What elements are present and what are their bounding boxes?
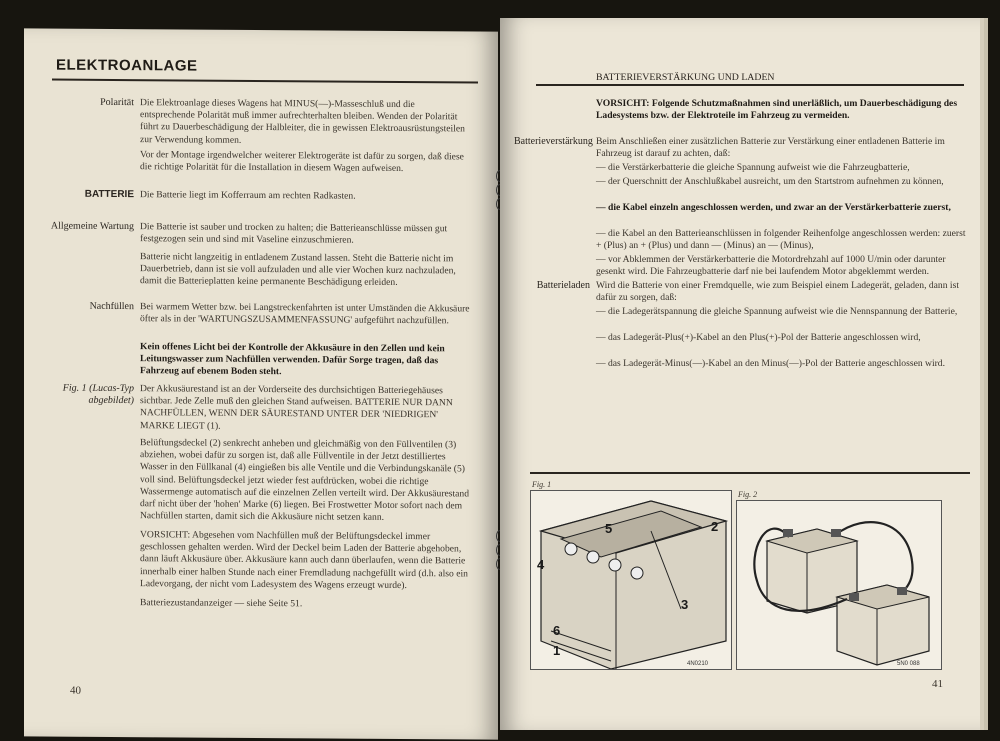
right-page — [500, 18, 980, 730]
laden-line-3: — das Ladegerät-Minus(—)-Kabel an den Minus(—)-Pol der Batterie angeschlossen wird. — [596, 358, 946, 369]
para-belueftungsdeckel: Belüftungsdeckel (2) senkrecht anheben und gleichmäßig von den Füllventilen (3) abziehen, wobei dafür zu sorgen ist, daß alle Füllventile in der Jetzt destilliertes Wasser in den Füllkanal (4) eingießen bis alle Ventile und die Verbindungskanäle (5) voll sind. Belüftungsdeckel jetzt wieder fest aufdrücken, wobei die richtige Wassermenge automatisch auf die einzelnen Zellen verteilt wird. Der Akkusäurestand darf nicht über der 'hohen' Marke (6) liegen. Bei Frostwetter Motor sofort nach dem Nachfüllen starten, damit sich die Akkusäure nicht setzen kann. — [140, 437, 470, 524]
fig1-battery-illustration — [530, 490, 732, 670]
para-batterie: Die Batterie liegt im Kofferraum am rechten Radkasten. — [140, 189, 356, 202]
label-nachfuellen: Nachfüllen — [89, 300, 134, 313]
para-wartung-2: Batterie nicht langzeitig in entladenem Zustand lassen. Steht die Batterie nicht im Dauerbetrieb, dann ist sie voll aufzuladen und alle vier Wochen kurz nachzuladen, damit die Batterieplatten keine permanente Beschädigung erleiden. — [140, 251, 456, 289]
callout-6: 6 — [553, 623, 561, 638]
label-polaritaet: Polarität — [100, 96, 134, 109]
para-vorsicht: VORSICHT: Abgesehen vom Nachfüllen muß der Belüftungsdeckel immer geschlossen gehalten werden. Wird der Deckel beim Laden der Batterie abgehoben, dann läuft Akkusäure über. Akkusäure kann auch dann überlaufen, wenn die Batterie innerhalb einer halben Stunde nach einer Fremdladung nachgefüllt wird (d.h. also ein Ladevorgang, der nicht vom Ladesystem des Wagens erzeugt wurde). — [140, 529, 468, 591]
verst-line-1: — die Verstärkerbatterie die gleiche Spannung aufweist wie die Fahrzeugbatterie, — [596, 162, 910, 173]
figure-rule — [530, 472, 970, 474]
page-number-left: 40 — [70, 684, 81, 697]
laden-line-1: — die Ladegerätspannung die gleiche Spannung aufweist wie die Nennspannung der Batterie, — [596, 306, 958, 317]
page-number-right: 41 — [932, 678, 943, 690]
fig2-caption: Fig. 2 — [738, 490, 758, 499]
warning-text: VORSICHT: Folgende Schutzmaßnahmen sind unerläßlich, um Dauerbeschädigung des Ladesystems bzw. der Elektroteile im Fahrzeug zu vermeiden. — [596, 98, 958, 122]
callout-4: 4 — [537, 557, 545, 572]
callout-5: 5 — [605, 521, 613, 536]
para-zustandanzeiger: Batteriezustandanzeiger — siehe Seite 51. — [140, 597, 303, 610]
fig1-drawing — [531, 491, 731, 669]
section-title: ELEKTROANLAGE — [56, 56, 198, 75]
para-nachfuellen-1: Bei warmem Wetter bzw. bei Langstreckenfahrten ist unter Umständen die Akkusäure öfter als in der 'WARTUNGSZUSAMMENFASSUNG' aufgeführt nachzufüllen. — [140, 301, 470, 327]
fig1-code: 4N0210 — [687, 661, 709, 667]
fig2-jumpstart-illustration — [736, 500, 942, 670]
para-saeurestand: Der Akkusäurestand ist an der Vorderseite des durchsichtigen Batteriegehäuses sichtbar. Jede Zelle muß den gleichen Stand aufweisen. BATTERIE NUR DANN NACHFÜLLEN, WENN DER SÄURESTAND UNTER DER 'NIEDRIGEN' MARKE LIEGT (1). — [140, 383, 453, 432]
title-rule — [52, 79, 478, 84]
label-fig1-ref: Fig. 1 (Lucas-Typ abgebildet) — [62, 382, 134, 407]
para-nachfuellen-2: Kein offenes Licht bei der Kontrolle der Akkusäure in den Zellen und kein Leitungswasser zum Nachfüllen verwenden. Dafür Sorge tragen, daß das Fahrzeug auf ebenem Boden steht. — [140, 341, 445, 378]
left-page — [24, 28, 498, 739]
para-polaritaet-1: Die Elektroanlage dieses Wagens hat MINUS(—)-Masseschluß und die entsprechende Polarität muß immer aufrechterhalten bleiben. Wenden der Polarität führt zu Dauerbeschädigung der Halbleiter, die in gewissen Elektroausrüstungsteilen zur Verwendung kommen. — [140, 97, 465, 146]
verst-line-0: Beim Anschließen einer zusätzlichen Batterie zur Verstärkung einer entladenen Batterie im Fahrzeug ist darauf zu achten, daß: — [596, 136, 945, 160]
verst-line-5: — vor Abklemmen der Verstärkerbatterie die Motordrehzahl auf 1000 U/min oder darunter gesenkt wird. Die Fahrzeugbatterie darf nie bei laufendem Motor abgeklemmt werden. — [596, 254, 946, 278]
label-batterie: BATTERIE — [84, 188, 134, 201]
para-polaritaet-2: Vor der Montage irgendwelcher weiterer Elektrogeräte ist dafür zu sorgen, daß diese die richtige Polarität für die Installation in diesem Wagen aufweisen. — [140, 149, 464, 175]
callout-1: 1 — [553, 643, 561, 658]
fig2-code: 5N0 088 — [897, 661, 920, 667]
heading-battery-boost: BATTERIEVERSTÄRKUNG UND LADEN — [596, 72, 775, 83]
fig1-caption: Fig. 1 — [532, 480, 552, 489]
verst-line-3: — die Kabel einzeln angeschlossen werden, und zwar an der Verstärkerbatterie zuerst, — [596, 202, 951, 213]
laden-line-2: — das Ladegerät-Plus(+)-Kabel an den Plus(+)-Pol der Batterie angeschlossen wird, — [596, 332, 921, 343]
verst-line-4: — die Kabel an den Batterieanschlüssen in folgender Reihenfolge angeschlossen werden: zuerst + (Plus) an + (Plus) und dann — (Minus) an — (Minus), — [596, 228, 966, 252]
para-wartung-1: Die Batterie ist sauber und trocken zu halten; die Batterieanschlüsse müssen gut festgezogen sein und sind mit Vaseline einzuschmieren. — [140, 221, 448, 246]
label-laden: Batterieladen — [536, 280, 590, 291]
verst-line-2: — der Querschnitt der Anschlußkabel ausreicht, um den Startstrom aufnehmen zu können, — [596, 176, 944, 187]
callout-2: 2 — [711, 519, 719, 534]
label-verstaerkung: Batterieverstärkung — [514, 136, 593, 147]
callout-3: 3 — [681, 597, 689, 612]
laden-line-0: Wird die Batterie von einer Fremdquelle, wie zum Beispiel einem Ladegerät, geladen, dann ist dafür zu sorgen, daß: — [596, 280, 959, 304]
fig2-drawing — [737, 501, 941, 669]
label-wartung: Allgemeine Wartung — [50, 220, 134, 233]
